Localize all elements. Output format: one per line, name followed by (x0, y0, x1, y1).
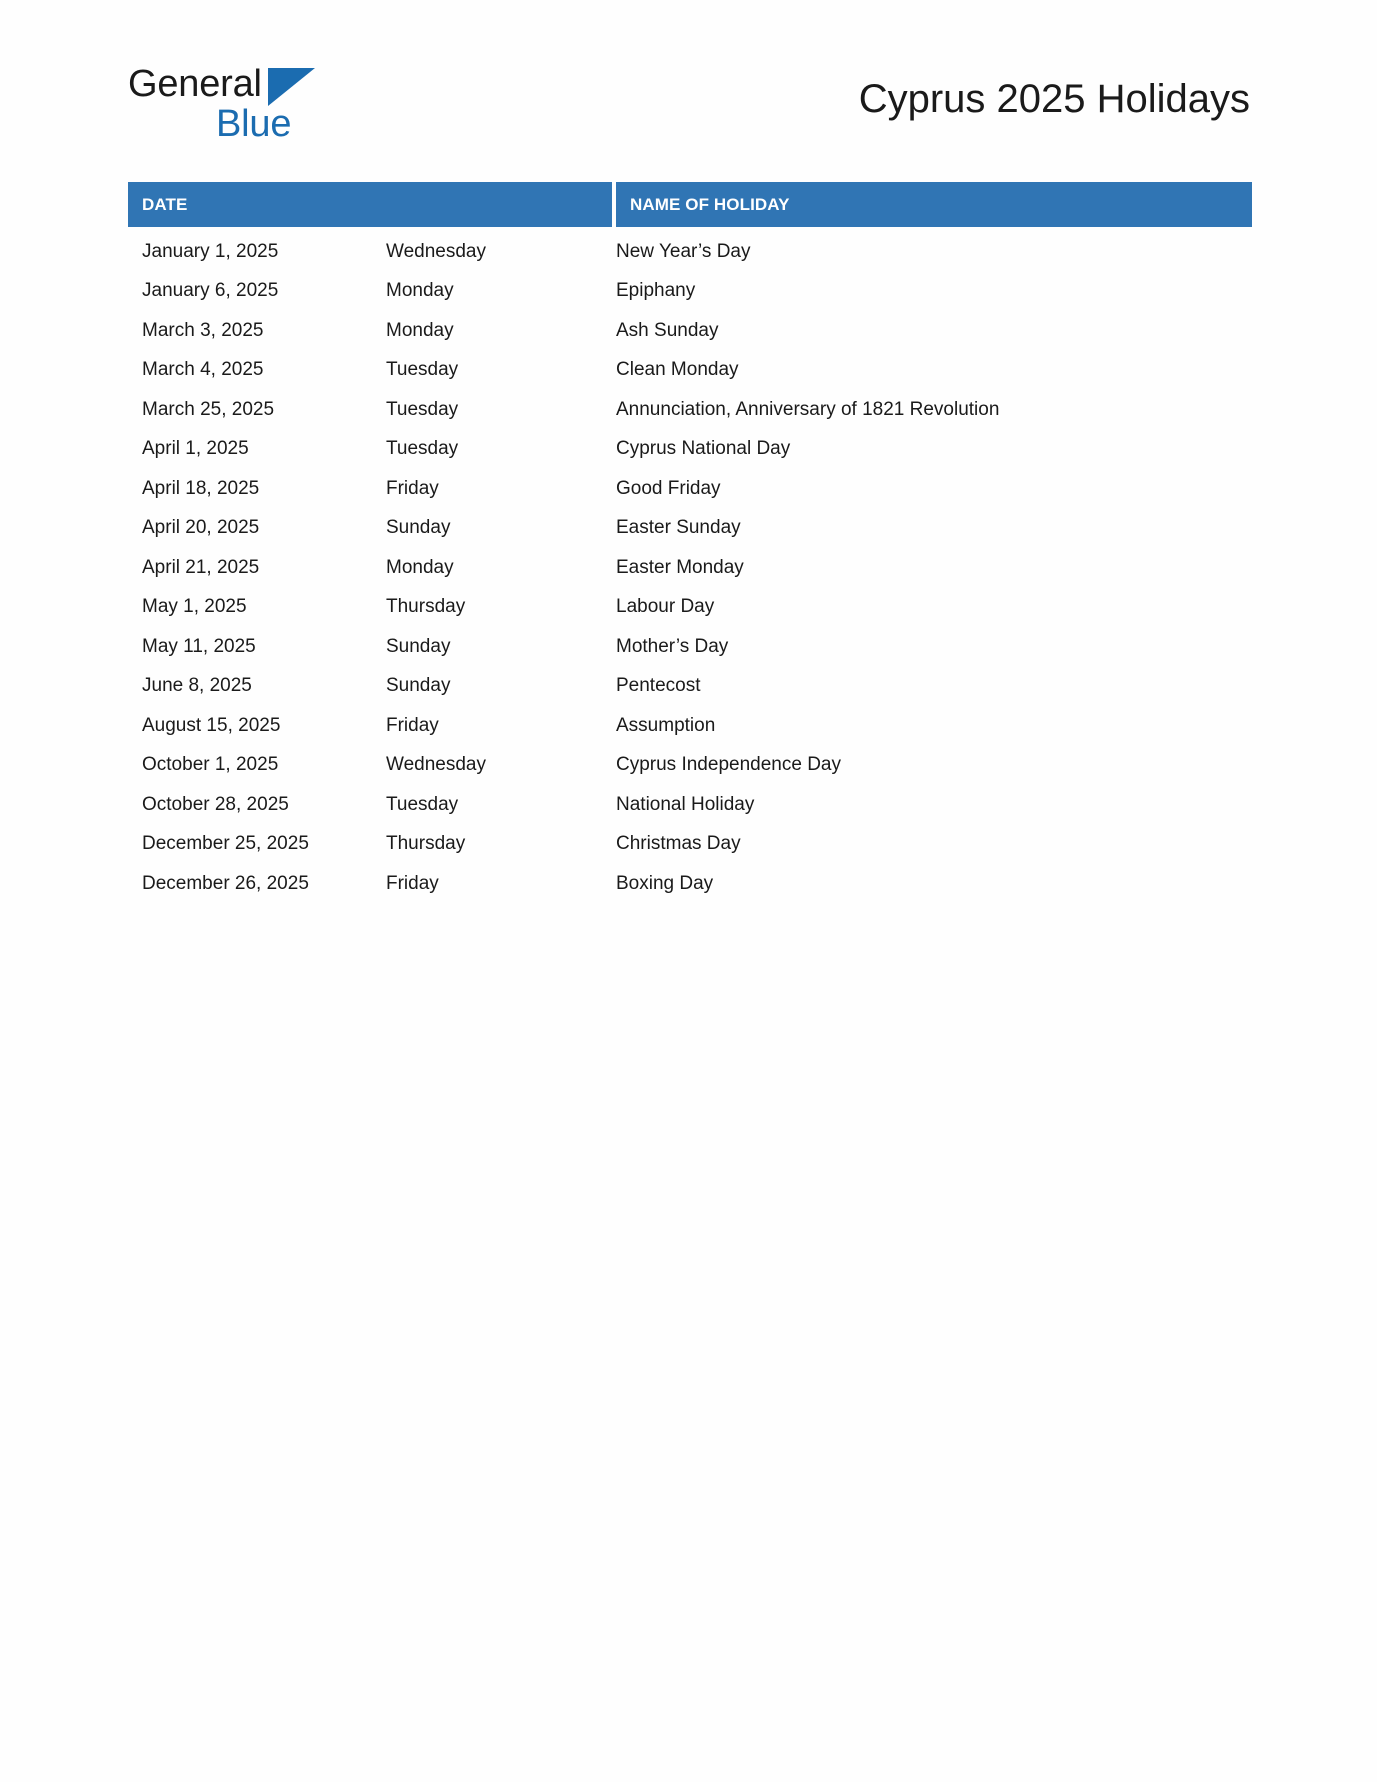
column-header-date: DATE (128, 182, 612, 227)
cell-date: April 1, 2025 (142, 438, 249, 460)
cell-weekday: Sunday (386, 517, 451, 539)
cell-holiday-name: Assumption (616, 714, 716, 736)
cell-holiday-name: Clean Monday (616, 359, 739, 381)
cell-weekday: Wednesday (386, 240, 486, 262)
table-row (128, 864, 1252, 904)
cell-date: August 15, 2025 (142, 714, 281, 736)
cell-weekday: Monday (386, 319, 454, 341)
cell-weekday: Friday (386, 714, 439, 736)
holidays-table (128, 182, 1252, 904)
cell-weekday: Tuesday (386, 438, 459, 460)
cell-date: March 4, 2025 (142, 359, 264, 381)
cell-weekday: Sunday (386, 635, 451, 657)
cell-weekday: Tuesday (386, 359, 459, 381)
cell-date: December 25, 2025 (142, 833, 309, 855)
cell-date: March 3, 2025 (142, 319, 264, 341)
cell-weekday: Tuesday (386, 398, 459, 420)
cell-weekday: Sunday (386, 675, 451, 697)
cell-date: April 18, 2025 (142, 477, 260, 499)
cell-holiday-name: Pentecost (616, 675, 701, 697)
logo-word-blue: Blue (216, 103, 292, 145)
cell-holiday-name: Boxing Day (616, 872, 714, 894)
table-row (128, 390, 1252, 430)
table-row (128, 627, 1252, 667)
cell-date: May 11, 2025 (142, 635, 256, 657)
cell-weekday: Thursday (386, 596, 466, 618)
cell-weekday: Tuesday (386, 793, 459, 815)
table-row (128, 825, 1252, 865)
table-row (128, 746, 1252, 786)
cell-date: May 1, 2025 (142, 596, 247, 618)
cell-holiday-name: Cyprus National Day (616, 438, 791, 460)
cell-holiday-name: Easter Sunday (616, 517, 741, 539)
cell-holiday-name: Ash Sunday (616, 319, 719, 341)
table-row (128, 509, 1252, 549)
cell-holiday-name: Labour Day (616, 596, 715, 618)
cell-weekday: Monday (386, 280, 454, 302)
table-row (128, 232, 1252, 272)
cell-date: April 21, 2025 (142, 556, 260, 578)
triangle-flag-icon (268, 68, 315, 106)
general-blue-logo (128, 62, 318, 145)
cell-date: October 28, 2025 (142, 793, 289, 815)
cell-date: December 26, 2025 (142, 872, 309, 894)
cell-holiday-name: Easter Monday (616, 556, 744, 578)
cell-weekday: Wednesday (386, 754, 486, 776)
cell-date: June 8, 2025 (142, 675, 252, 697)
table-body (128, 227, 1252, 904)
cell-date: January 1, 2025 (142, 240, 279, 262)
cell-date: October 1, 2025 (142, 754, 279, 776)
table-row (128, 311, 1252, 351)
cell-weekday: Friday (386, 477, 439, 499)
logo-word-general: General (128, 63, 262, 105)
cell-date: January 6, 2025 (142, 280, 279, 302)
cell-date: March 25, 2025 (142, 398, 275, 420)
cell-holiday-name: Epiphany (616, 280, 696, 302)
table-row (128, 351, 1252, 391)
cell-holiday-name: Annunciation, Anniversary of 1821 Revolution (616, 398, 1000, 420)
column-header-name-of-holiday: NAME OF HOLIDAY (616, 182, 1252, 227)
cell-weekday: Thursday (386, 833, 466, 855)
table-row (128, 785, 1252, 825)
table-row (128, 548, 1252, 588)
cell-date: April 20, 2025 (142, 517, 260, 539)
cell-holiday-name: New Year’s Day (616, 240, 751, 262)
cell-holiday-name: Christmas Day (616, 833, 741, 855)
cell-weekday: Friday (386, 872, 439, 894)
table-row (128, 272, 1252, 312)
cell-holiday-name: Mother’s Day (616, 635, 729, 657)
document-header (0, 0, 1377, 150)
cell-holiday-name: Good Friday (616, 477, 721, 499)
cell-holiday-name: Cyprus Independence Day (616, 754, 841, 776)
table-row (128, 706, 1252, 746)
page-title: Cyprus 2025 Holidays (858, 77, 1250, 121)
table-row (128, 588, 1252, 628)
cell-weekday: Monday (386, 556, 454, 578)
table-row (128, 469, 1252, 509)
table-row (128, 430, 1252, 470)
cell-holiday-name: National Holiday (616, 793, 755, 815)
table-header-row (128, 182, 1252, 227)
table-row (128, 667, 1252, 707)
